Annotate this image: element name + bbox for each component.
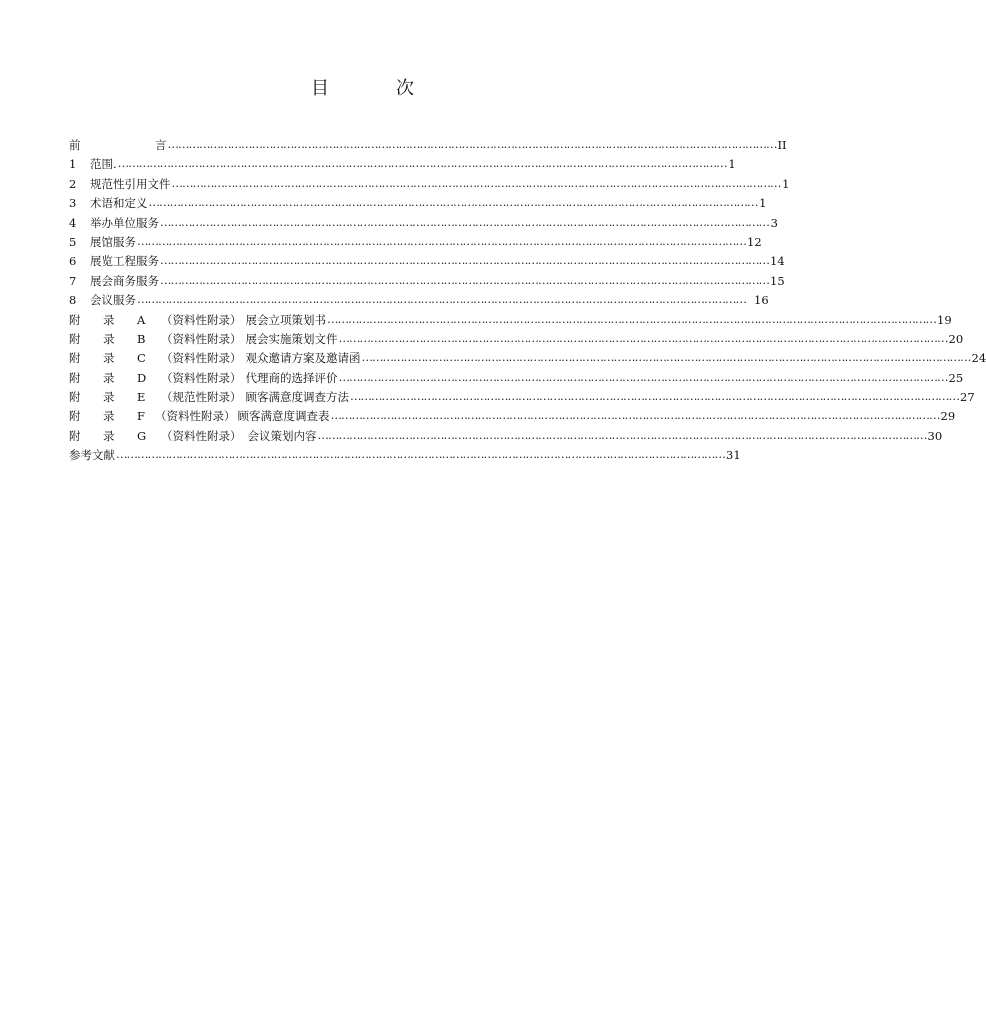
appendix-letter: G <box>137 428 147 443</box>
toc-row-appendix[interactable] <box>69 407 956 426</box>
leader-dots: ………………………………………………………………………………………………………………………………………………………… <box>160 253 769 268</box>
toc-page-number: 3 <box>770 215 778 230</box>
leader-dots: ………………………………………………………………………………………………………………………………………………………… <box>350 389 959 404</box>
appendix-prefix <box>69 388 161 407</box>
leader-dots: ………………………………………………………………………………………………………………………………………………………… <box>330 408 940 423</box>
appendix-letter: A <box>137 312 146 327</box>
toc-section-label: 展馆服务 <box>90 234 136 249</box>
appendix-word-1: 附 <box>69 409 81 424</box>
leader-dots: ………………………………………………………………………………………………………………………………………………………… <box>137 233 746 248</box>
toc-section-number: 1 <box>69 157 77 172</box>
appendix-word-1: 附 <box>69 351 81 366</box>
toc-page-number: 29 <box>940 409 956 424</box>
appendix-letter: F <box>137 409 145 424</box>
toc-page-number: 14 <box>770 254 785 269</box>
title-char-2: 次 <box>396 78 414 99</box>
toc-page-number: 27 <box>960 390 975 405</box>
toc-section-number: 7 <box>69 273 77 288</box>
appendix-title: 会议策划内容 <box>247 428 317 443</box>
toc-section-number: 6 <box>69 254 77 269</box>
leader-dots: ………………………………………………………………………………………………………………………………………………………… <box>137 292 746 307</box>
toc-section-label: 展览工程服务 <box>90 254 159 269</box>
leader-dots: ………………………………………………………………………………………………………………………………………………………… <box>171 175 781 190</box>
appendix-prefix <box>69 330 161 349</box>
toc-row-section[interactable] <box>69 175 790 194</box>
appendix-type: （资料性附录） <box>161 370 242 385</box>
appendix-prefix <box>69 407 155 426</box>
toc-section-label: 范围. <box>90 157 117 172</box>
toc-section-number: 3 <box>69 196 77 211</box>
toc-section-number: 2 <box>69 176 77 191</box>
toc-row-appendix[interactable] <box>69 330 964 349</box>
toc-page-number: 12 <box>747 234 762 249</box>
appendix-word-1: 附 <box>69 331 81 346</box>
appendix-prefix <box>69 427 161 446</box>
toc-page-number: 30 <box>927 428 943 443</box>
toc-section-number: 4 <box>69 215 77 230</box>
toc-section-label: 举办单位服务 <box>90 215 159 230</box>
toc-row-preface[interactable] <box>69 136 787 155</box>
appendix-title: 展会实施策划文件 <box>245 331 338 346</box>
toc-page-number: 25 <box>948 370 964 385</box>
page-title <box>0 74 724 102</box>
toc-row-section[interactable] <box>69 272 785 291</box>
appendix-prefix <box>69 311 161 330</box>
appendix-word-1: 附 <box>69 390 81 405</box>
appendix-prefix <box>69 369 161 388</box>
appendix-title: 展会立项策划书 <box>245 312 326 327</box>
leader-dots: ………………………………………………………………………………………………………………………………………………………… <box>317 427 927 442</box>
appendix-type: （资料性附录） <box>161 312 242 327</box>
leader-dots: ………………………………………………………………………………………………………………………………………………………… <box>167 137 777 151</box>
appendix-word-2: 录 <box>103 312 115 327</box>
toc-page-number: 31 <box>726 448 741 463</box>
leader-dots: ………………………………………………………………………………………………………………………………………………………… <box>117 156 727 171</box>
appendix-letter: E <box>137 390 146 405</box>
leader-dots: ………………………………………………………………………………………………………………………………………………………… <box>116 447 725 462</box>
table-of-contents <box>69 136 986 466</box>
appendix-title: 顾客满意度调查表 <box>237 409 330 424</box>
appendix-word-2: 录 <box>103 351 115 366</box>
toc-page-number: 1 <box>759 196 767 211</box>
toc-row-references[interactable] <box>69 446 741 465</box>
toc-row-appendix[interactable] <box>69 388 975 407</box>
appendix-type: （资料性附录） <box>161 351 242 366</box>
toc-section-number: 8 <box>69 293 77 308</box>
leader-dots: ………………………………………………………………………………………………………………………………………………………… <box>148 195 758 210</box>
toc-row-section[interactable] <box>69 194 767 213</box>
appendix-type: （规范性附录） <box>161 390 242 405</box>
toc-row-section[interactable] <box>69 214 778 233</box>
leader-dots: ………………………………………………………………………………………………………………………………………………………… <box>160 214 769 229</box>
title-char-1: 目 <box>311 78 329 99</box>
appendix-type: （资料性附录） <box>161 331 242 346</box>
leader-dots: ………………………………………………………………………………………………………………………………………………………… <box>361 350 971 365</box>
toc-row-appendix[interactable] <box>69 311 952 330</box>
toc-row-section[interactable] <box>69 291 769 310</box>
toc-label-preface-2: 言 <box>155 138 167 152</box>
toc-row-appendix[interactable] <box>69 349 986 368</box>
appendix-letter: C <box>137 351 146 366</box>
toc-section-number: 5 <box>69 234 77 249</box>
toc-row-section[interactable] <box>69 233 762 252</box>
toc-page-number: II <box>777 138 787 152</box>
appendix-word-2: 录 <box>103 409 115 424</box>
toc-page-number: 20 <box>948 331 964 346</box>
toc-page-number: 1 <box>782 176 790 191</box>
appendix-word-2: 录 <box>103 390 115 405</box>
appendix-letter: B <box>137 331 146 346</box>
appendix-letter: D <box>137 370 147 385</box>
appendix-word-1: 附 <box>69 312 81 327</box>
toc-row-section[interactable] <box>69 252 785 271</box>
appendix-title: 代理商的选择评价 <box>245 370 338 385</box>
appendix-title: 观众邀请方案及邀请函 <box>245 351 361 366</box>
toc-row-appendix[interactable] <box>69 369 964 388</box>
appendix-word-2: 录 <box>103 370 115 385</box>
appendix-word-1: 附 <box>69 370 81 385</box>
appendix-word-2: 录 <box>103 331 115 346</box>
appendix-word-1: 附 <box>69 428 81 443</box>
toc-page-number: 15 <box>770 273 785 288</box>
toc-section-label: 会议服务 <box>90 293 136 308</box>
appendix-type: （资料性附录） <box>161 428 242 443</box>
leader-dots: ………………………………………………………………………………………………………………………………………………………… <box>327 311 936 326</box>
toc-row-appendix[interactable] <box>69 427 943 446</box>
toc-page-number: 19 <box>937 312 952 327</box>
toc-section-label: 展会商务服务 <box>90 273 159 288</box>
toc-references-label: 参考文献 <box>69 448 115 463</box>
toc-row-section[interactable] <box>69 155 736 174</box>
toc-page-number: 16 <box>754 293 769 308</box>
toc-label-preface-1: 前 <box>69 138 81 152</box>
leader-dots: ………………………………………………………………………………………………………………………………………………………… <box>338 369 948 384</box>
toc-section-label: 规范性引用文件 <box>90 176 171 191</box>
appendix-title: 顾客满意度调查方法 <box>245 390 349 405</box>
toc-section-label: 术语和定义 <box>90 196 148 211</box>
leader-dots: ………………………………………………………………………………………………………………………………………………………… <box>338 330 948 345</box>
toc-page-number: 1 <box>728 157 736 172</box>
appendix-prefix <box>69 349 161 368</box>
leader-dots: ………………………………………………………………………………………………………………………………………………………… <box>160 272 769 287</box>
toc-page-number: 24 <box>971 351 986 366</box>
appendix-word-2: 录 <box>103 428 115 443</box>
appendix-type: （资料性附录） <box>155 409 236 424</box>
